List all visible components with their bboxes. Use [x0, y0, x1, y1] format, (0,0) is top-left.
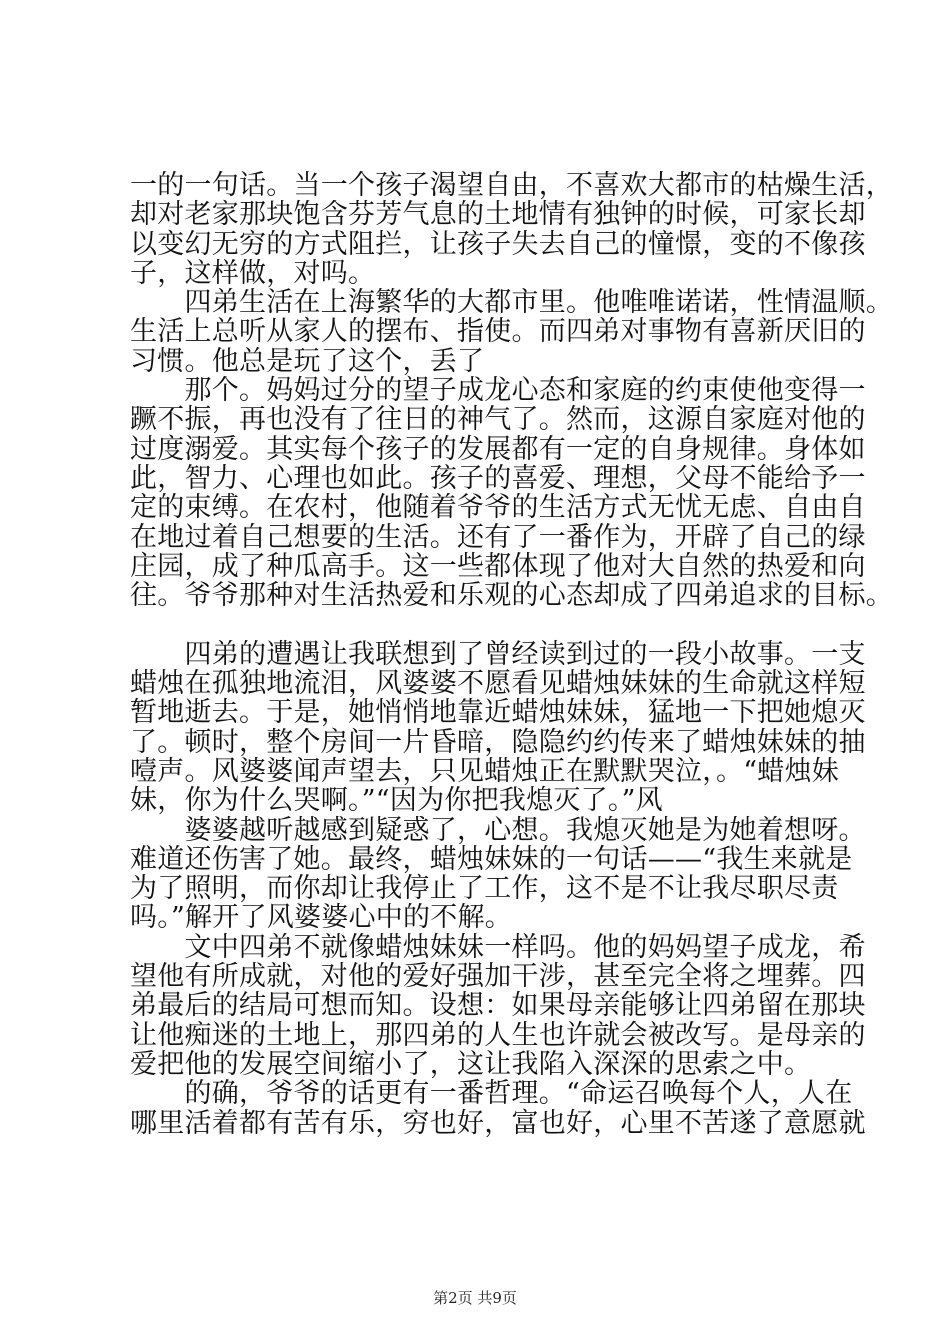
- text-line: 生活上总听从家人的摆布、指使。而四弟对事物有喜新厌旧的: [130, 316, 866, 348]
- blank-line: [130, 610, 842, 639]
- text-line: 望他有所成就，对他的爱好强加干涉，甚至完全将之埋葬。四: [130, 961, 866, 993]
- text-line: 却对老家那块饱含芬芳气息的土地情有独钟的时候，可家长却: [130, 199, 866, 231]
- document-body: [130, 170, 893, 1139]
- text-line: 让他痴迷的土地上，那四弟的人生也许就会被改写。是母亲的: [130, 1019, 866, 1051]
- text-line: 蜡烛在孤独地流泪，风婆婆不愿看见蜡烛妹妹的生命就这样短: [130, 668, 866, 700]
- text-line: 弟最后的结局可想而知。设想：如果母亲能够让四弟留在那块: [130, 990, 866, 1022]
- text-line: 婆婆越听越感到疑惑了，心想。我熄灭她是为她着想呀。: [130, 814, 866, 846]
- text-line: 的确，爷爷的话更有一番哲理。“命运召唤每个人，人在: [130, 1078, 853, 1110]
- text-line: 妹，你为什么哭啊。”“因为你把我熄灭了。”风: [130, 785, 663, 817]
- text-line: 在地过着自己想要的生活。还有了一番作为，开辟了自己的绿: [130, 521, 866, 553]
- text-line: 暂地逝去。于是，她悄悄地靠近蜡烛妹妹，猛地一下把她熄灭: [130, 697, 866, 729]
- text-line: 了。顿时，整个房间一片昏暗，隐隐约约传来了蜡烛妹妹的抽: [130, 726, 866, 758]
- text-line: 为了照明，而你却让我停止了工作，这不是不让我尽职尽责: [130, 873, 839, 905]
- text-line: 那个。妈妈过分的望子成龙心态和家庭的约束使他变得一: [130, 375, 866, 407]
- text-line: 难道还伤害了她。最终，蜡烛妹妹的一句话——“我生来就是: [130, 843, 853, 875]
- text-line: 子，这样做，对吗。: [130, 257, 376, 289]
- text-line: 习惯。他总是玩了这个，丢了: [130, 345, 485, 377]
- text-line: 哪里活着都有苦有乐，穷也好，富也好，心里不苦遂了意愿就: [130, 1107, 866, 1139]
- text-line: 定的束缚。在农村，他随着爷爷的生活方式无忧无虑、自由自: [130, 492, 866, 524]
- text-line: 爱把他的发展空间缩小了，这让我陷入深深的思索之中。: [130, 1048, 812, 1080]
- text-line: 以变幻无穷的方式阻拦，让孩子失去自己的憧憬，变的不像孩: [130, 228, 866, 260]
- text-line: 此，智力、心理也如此。孩子的喜爱、理想，父母不能给予一: [130, 462, 866, 494]
- text-line: 吗。”解开了风婆婆心中的不解。: [130, 902, 513, 934]
- text-line: 噎声。风婆婆闻声望去，只见蜡烛正在默默哭泣，。“蜡烛妹: [130, 755, 840, 787]
- text-line: 往。爷爷那种对生活热爱和乐观的心态却成了四弟追求的目标。: [130, 580, 893, 612]
- text-line: 过度溺爱。其实每个孩子的发展都有一定的自身规律。身体如: [130, 433, 866, 465]
- text-line: 蹶不振，再也没有了往日的神气了。然而，这源自家庭对他的: [130, 404, 866, 436]
- page-footer: 第2页 共9页: [433, 1289, 517, 1307]
- text-line: 文中四弟不就像蜡烛妹妹一样吗。他的妈妈望子成龙，希: [130, 931, 866, 963]
- text-line: 四弟生活在上海繁华的大都市里。他唯唯诺诺，性情温顺。: [130, 287, 893, 319]
- text-line: 庄园，成了种瓜高手。这一些都体现了他对大自然的热爱和向: [130, 550, 866, 582]
- text-line: 一的一句话。当一个孩子渴望自由，不喜欢大都市的枯燥生活，: [130, 170, 893, 201]
- text-line: 四弟的遭遇让我联想到了曾经读到过的一段小故事。一支: [130, 638, 866, 670]
